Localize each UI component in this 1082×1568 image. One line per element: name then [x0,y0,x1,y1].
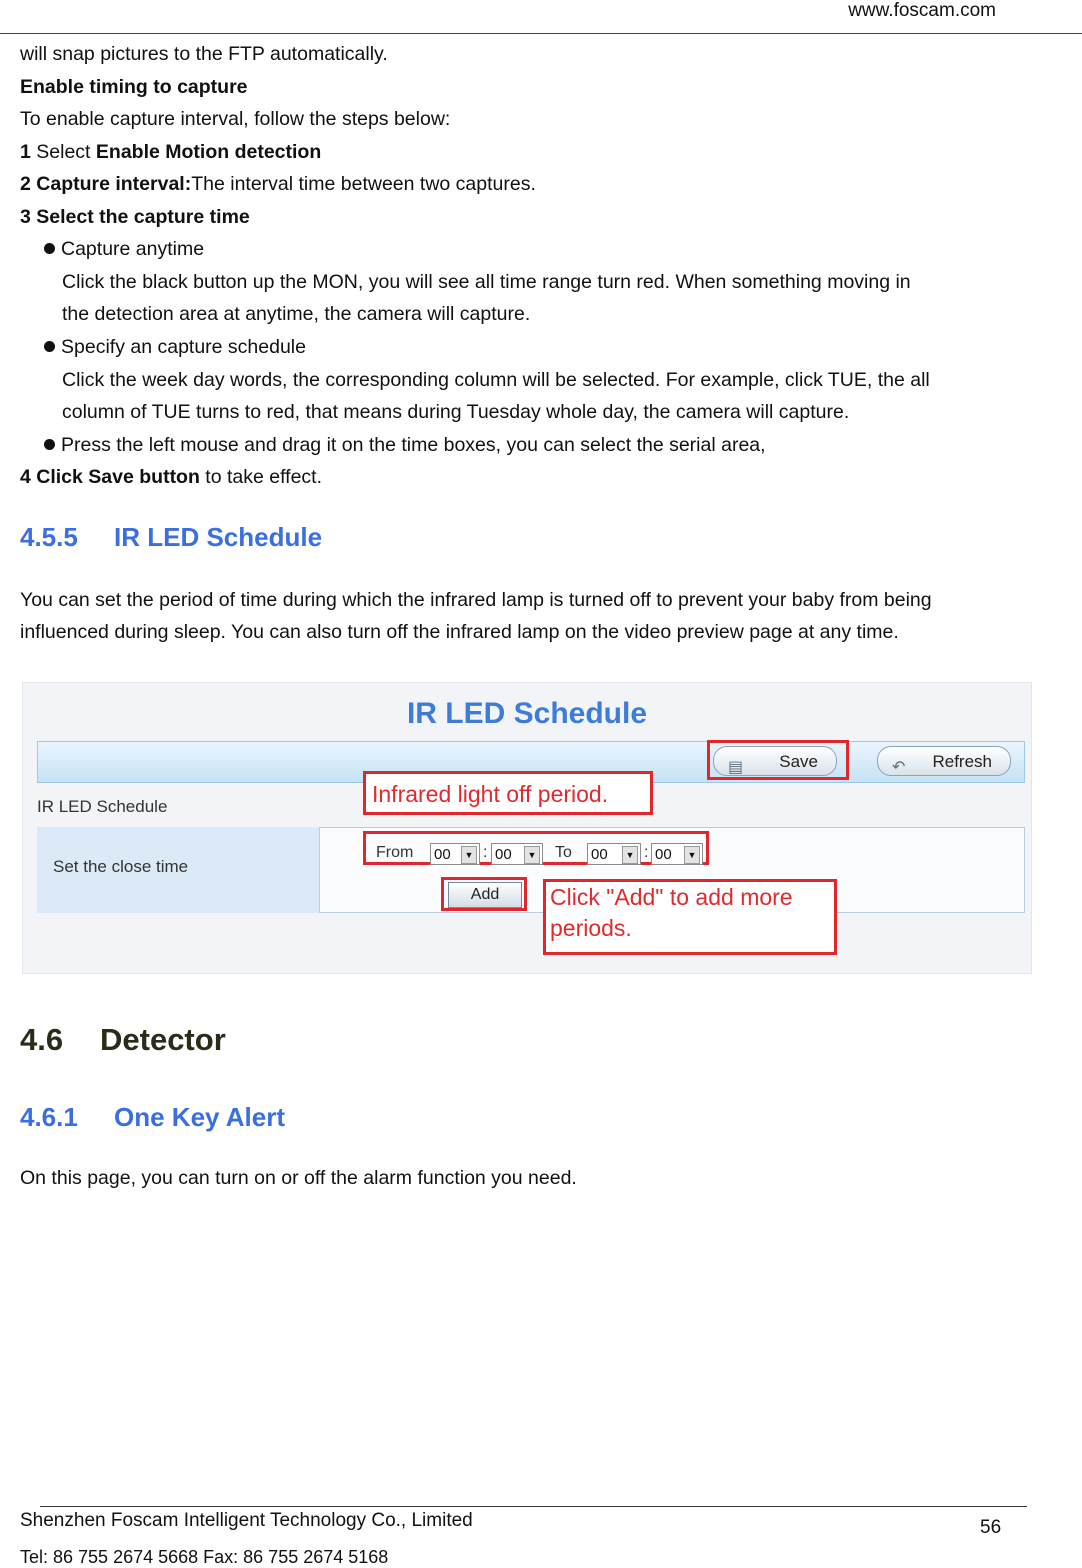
section-4-5-5-heading [20,522,322,553]
intro-line-1: will snap pictures to the FTP automatically. [20,43,388,65]
step-1-number: 1 [20,141,31,163]
section-4-5-5-para-line-1: You can set the period of time during which the infrared lamp is turned off to prevent your baby from being [20,589,932,611]
callout-add-more-periods [543,879,837,955]
page-number: 56 [980,1517,1002,1538]
from-minute-value: 00 [495,846,512,863]
step-2-text: The interval time between two captures. [191,173,536,195]
section-4-6-1-number: 4.6.1 [20,1102,78,1132]
bullet-1-title: Capture anytime [61,238,205,260]
footer-company: Shenzhen Foscam Intelligent Technology Co., Limited [20,1510,473,1531]
bullet-2-line-2: column of TUE turns to red, that means during Tuesday whole day, the camera will capture. [62,401,850,423]
section-4-6-title: Detector [100,1022,226,1057]
set-close-time-label: Set the close time [53,857,189,876]
intro-subhead: Enable timing to capture [20,76,248,98]
step-4-bold: 4 Click Save button [20,466,200,488]
save-button-label: Save [779,752,818,771]
from-hour-value: 00 [434,846,451,863]
step-2-bold: 2 Capture interval: [20,173,192,195]
floppy-disk-icon: ▤ [728,759,744,776]
from-minute-select[interactable] [491,843,543,865]
bullet-2-line-1: Click the week day words, the corresponding column will be selected. For example, click TUE, the all [62,369,930,391]
from-colon: : [483,844,488,861]
to-colon: : [644,844,649,861]
callout-add-line-2: periods. [550,915,632,941]
step-1-text: Select [30,141,96,163]
to-hour-select[interactable] [587,843,641,865]
save-button[interactable] [713,746,837,776]
footer-divider [40,1506,1027,1507]
intro-line-2: To enable capture interval, follow the steps below: [20,108,451,130]
bullet-dot-icon [44,439,55,450]
section-4-5-5-number: 4.5.5 [20,522,78,552]
bullet-1-line-1: Click the black button up the MON, you will see all time range turn red. When something moving in [62,271,911,293]
header-divider [0,33,1082,34]
step-2 [20,168,536,201]
bullet-3 [44,429,766,462]
settings-row-header [37,827,320,913]
chevron-down-icon: ▼ [622,846,638,864]
refresh-button[interactable] [877,746,1011,776]
bullet-2 [44,331,306,364]
step-3: 3 Select the capture time [20,206,250,228]
bullet-3-text: Press the left mouse and drag it on the time boxes, you can select the serial area, [61,434,766,456]
from-hour-select[interactable] [430,843,480,865]
to-label: To [555,844,572,861]
from-label: From [376,844,414,861]
refresh-button-label: Refresh [932,752,992,771]
section-4-6-1-para: On this page, you can turn on or off the alarm function you need. [20,1167,577,1189]
bullet-1-line-2: the detection area at anytime, the camera will capture. [62,303,531,325]
to-minute-value: 00 [655,846,672,863]
to-minute-select[interactable] [651,843,703,865]
section-4-6-heading [20,1022,226,1058]
step-4-text: to take effect. [199,466,323,488]
footer-contact: Tel: 86 755 2674 5668 Fax: 86 755 2674 5168 [20,1547,389,1567]
panel-label: IR LED Schedule [37,797,168,816]
bullet-dot-icon [44,341,55,352]
section-4-6-number: 4.6 [20,1022,64,1057]
chevron-down-icon: ▼ [524,846,540,864]
bullet-dot-icon [44,243,55,254]
callout-infrared-off-period: Infrared light off period. [363,771,653,815]
section-4-6-1-title: One Key Alert [114,1102,285,1132]
to-hour-value: 00 [591,846,608,863]
website-url: www.foscam.com [848,0,996,21]
bullet-2-title: Specify an capture schedule [61,336,306,358]
chevron-down-icon: ▼ [461,846,477,864]
chevron-down-icon: ▼ [684,846,700,864]
step-1-bold: Enable Motion detection [95,141,322,163]
section-4-5-5-para-line-2: influenced during sleep. You can also turn off the infrared lamp on the video preview page at any time. [20,621,899,643]
step-4 [20,461,322,494]
add-button[interactable]: Add [448,882,522,908]
callout-add-line-1: Click "Add" to add more [550,884,793,910]
step-1 [20,136,321,169]
figure-title: IR LED Schedule [406,697,648,730]
ir-led-schedule-screenshot [22,682,1032,974]
bullet-1 [44,233,204,266]
section-4-6-1-heading [20,1102,285,1133]
refresh-arrow-icon: ↶ [892,759,906,776]
section-4-5-5-title: IR LED Schedule [114,522,323,552]
